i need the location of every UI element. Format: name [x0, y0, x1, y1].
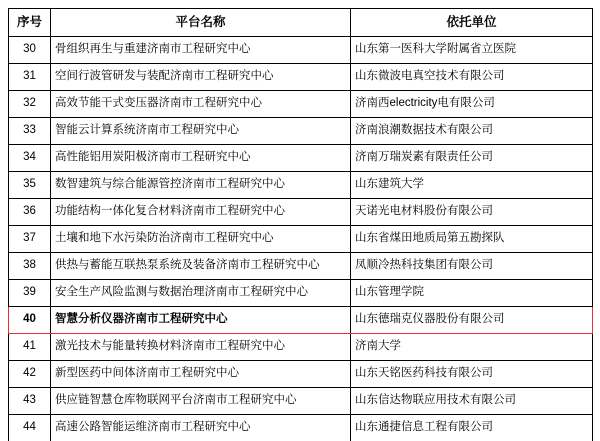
cell-index: 32 — [9, 91, 51, 118]
table-row — [9, 307, 593, 334]
cell-platform-name: 智能云计算系统济南市工程研究中心 — [51, 118, 351, 145]
table-row — [9, 64, 593, 91]
cell-index: 42 — [9, 361, 51, 388]
cell-index: 36 — [9, 199, 51, 226]
cell-index: 40 — [9, 307, 51, 334]
cell-platform-name: 功能结构一体化复合材料济南市工程研究中心 — [51, 199, 351, 226]
table-row — [9, 37, 593, 64]
column-header-platform-name: 平台名称 — [51, 9, 351, 37]
cell-host-unit: 山东第一医科大学附属省立医院 — [351, 37, 593, 64]
cell-index: 30 — [9, 37, 51, 64]
cell-platform-name: 高速公路智能运维济南市工程研究中心 — [51, 415, 351, 441]
cell-index: 31 — [9, 64, 51, 91]
cell-host-unit: 山东微波电真空技术有限公司 — [351, 64, 593, 91]
cell-host-unit: 济南大学 — [351, 334, 593, 361]
cell-host-unit: 山东省煤田地质局第五勘探队 — [351, 226, 593, 253]
table-row — [9, 388, 593, 415]
cell-index: 39 — [9, 280, 51, 307]
table-row — [9, 334, 593, 361]
cell-host-unit: 济南西electricity电有限公司 — [351, 91, 593, 118]
cell-host-unit: 天诺光电材料股份有限公司 — [351, 199, 593, 226]
table-body — [9, 37, 593, 441]
table-row — [9, 361, 593, 388]
cell-platform-name: 高性能铝用炭阳极济南市工程研究中心 — [51, 145, 351, 172]
cell-platform-name: 供热与蓄能互联热泵系统及装备济南市工程研究中心 — [51, 253, 351, 280]
table-row — [9, 253, 593, 280]
cell-platform-name: 供应链智慧仓库物联网平台济南市工程研究中心 — [51, 388, 351, 415]
cell-index: 34 — [9, 145, 51, 172]
table-row — [9, 226, 593, 253]
cell-host-unit: 山东德瑞克仪器股份有限公司 — [351, 307, 593, 334]
cell-index: 38 — [9, 253, 51, 280]
cell-host-unit: 济南浪潮数据技术有限公司 — [351, 118, 593, 145]
cell-platform-name: 激光技术与能量转换材料济南市工程研究中心 — [51, 334, 351, 361]
table-row — [9, 415, 593, 441]
table-row — [9, 91, 593, 118]
table-row — [9, 172, 593, 199]
cell-index: 44 — [9, 415, 51, 441]
cell-platform-name: 高效节能干式变压器济南市工程研究中心 — [51, 91, 351, 118]
cell-host-unit: 山东天铭医药科技有限公司 — [351, 361, 593, 388]
cell-host-unit: 济南万瑞炭素有限责任公司 — [351, 145, 593, 172]
cell-host-unit: 凤顺冷热科技集团有限公司 — [351, 253, 593, 280]
cell-host-unit: 山东通捷信息工程有限公司 — [351, 415, 593, 441]
cell-platform-name: 土壤和地下水污染防治济南市工程研究中心 — [51, 226, 351, 253]
cell-index: 33 — [9, 118, 51, 145]
column-header-host-unit: 依托单位 — [351, 9, 593, 37]
table-header — [9, 9, 593, 37]
cell-platform-name: 新型医药中间体济南市工程研究中心 — [51, 361, 351, 388]
table-row — [9, 199, 593, 226]
column-header-index: 序号 — [9, 9, 51, 37]
cell-host-unit: 山东信达物联应用技术有限公司 — [351, 388, 593, 415]
table-row — [9, 280, 593, 307]
table-row — [9, 145, 593, 172]
cell-index: 43 — [9, 388, 51, 415]
cell-index: 37 — [9, 226, 51, 253]
cell-index: 41 — [9, 334, 51, 361]
table-row — [9, 118, 593, 145]
cell-platform-name: 空间行波管研发与装配济南市工程研究中心 — [51, 64, 351, 91]
cell-platform-name: 安全生产风险监测与数据治理济南市工程研究中心 — [51, 280, 351, 307]
cell-platform-name: 骨组织再生与重建济南市工程研究中心 — [51, 37, 351, 64]
cell-host-unit: 山东建筑大学 — [351, 172, 593, 199]
cell-index: 35 — [9, 172, 51, 199]
cell-platform-name: 数智建筑与综合能源管控济南市工程研究中心 — [51, 172, 351, 199]
cell-platform-name: 智慧分析仪器济南市工程研究中心 — [51, 307, 351, 334]
platform-table — [8, 8, 593, 441]
cell-host-unit: 山东管理学院 — [351, 280, 593, 307]
table-header-row — [9, 9, 593, 37]
